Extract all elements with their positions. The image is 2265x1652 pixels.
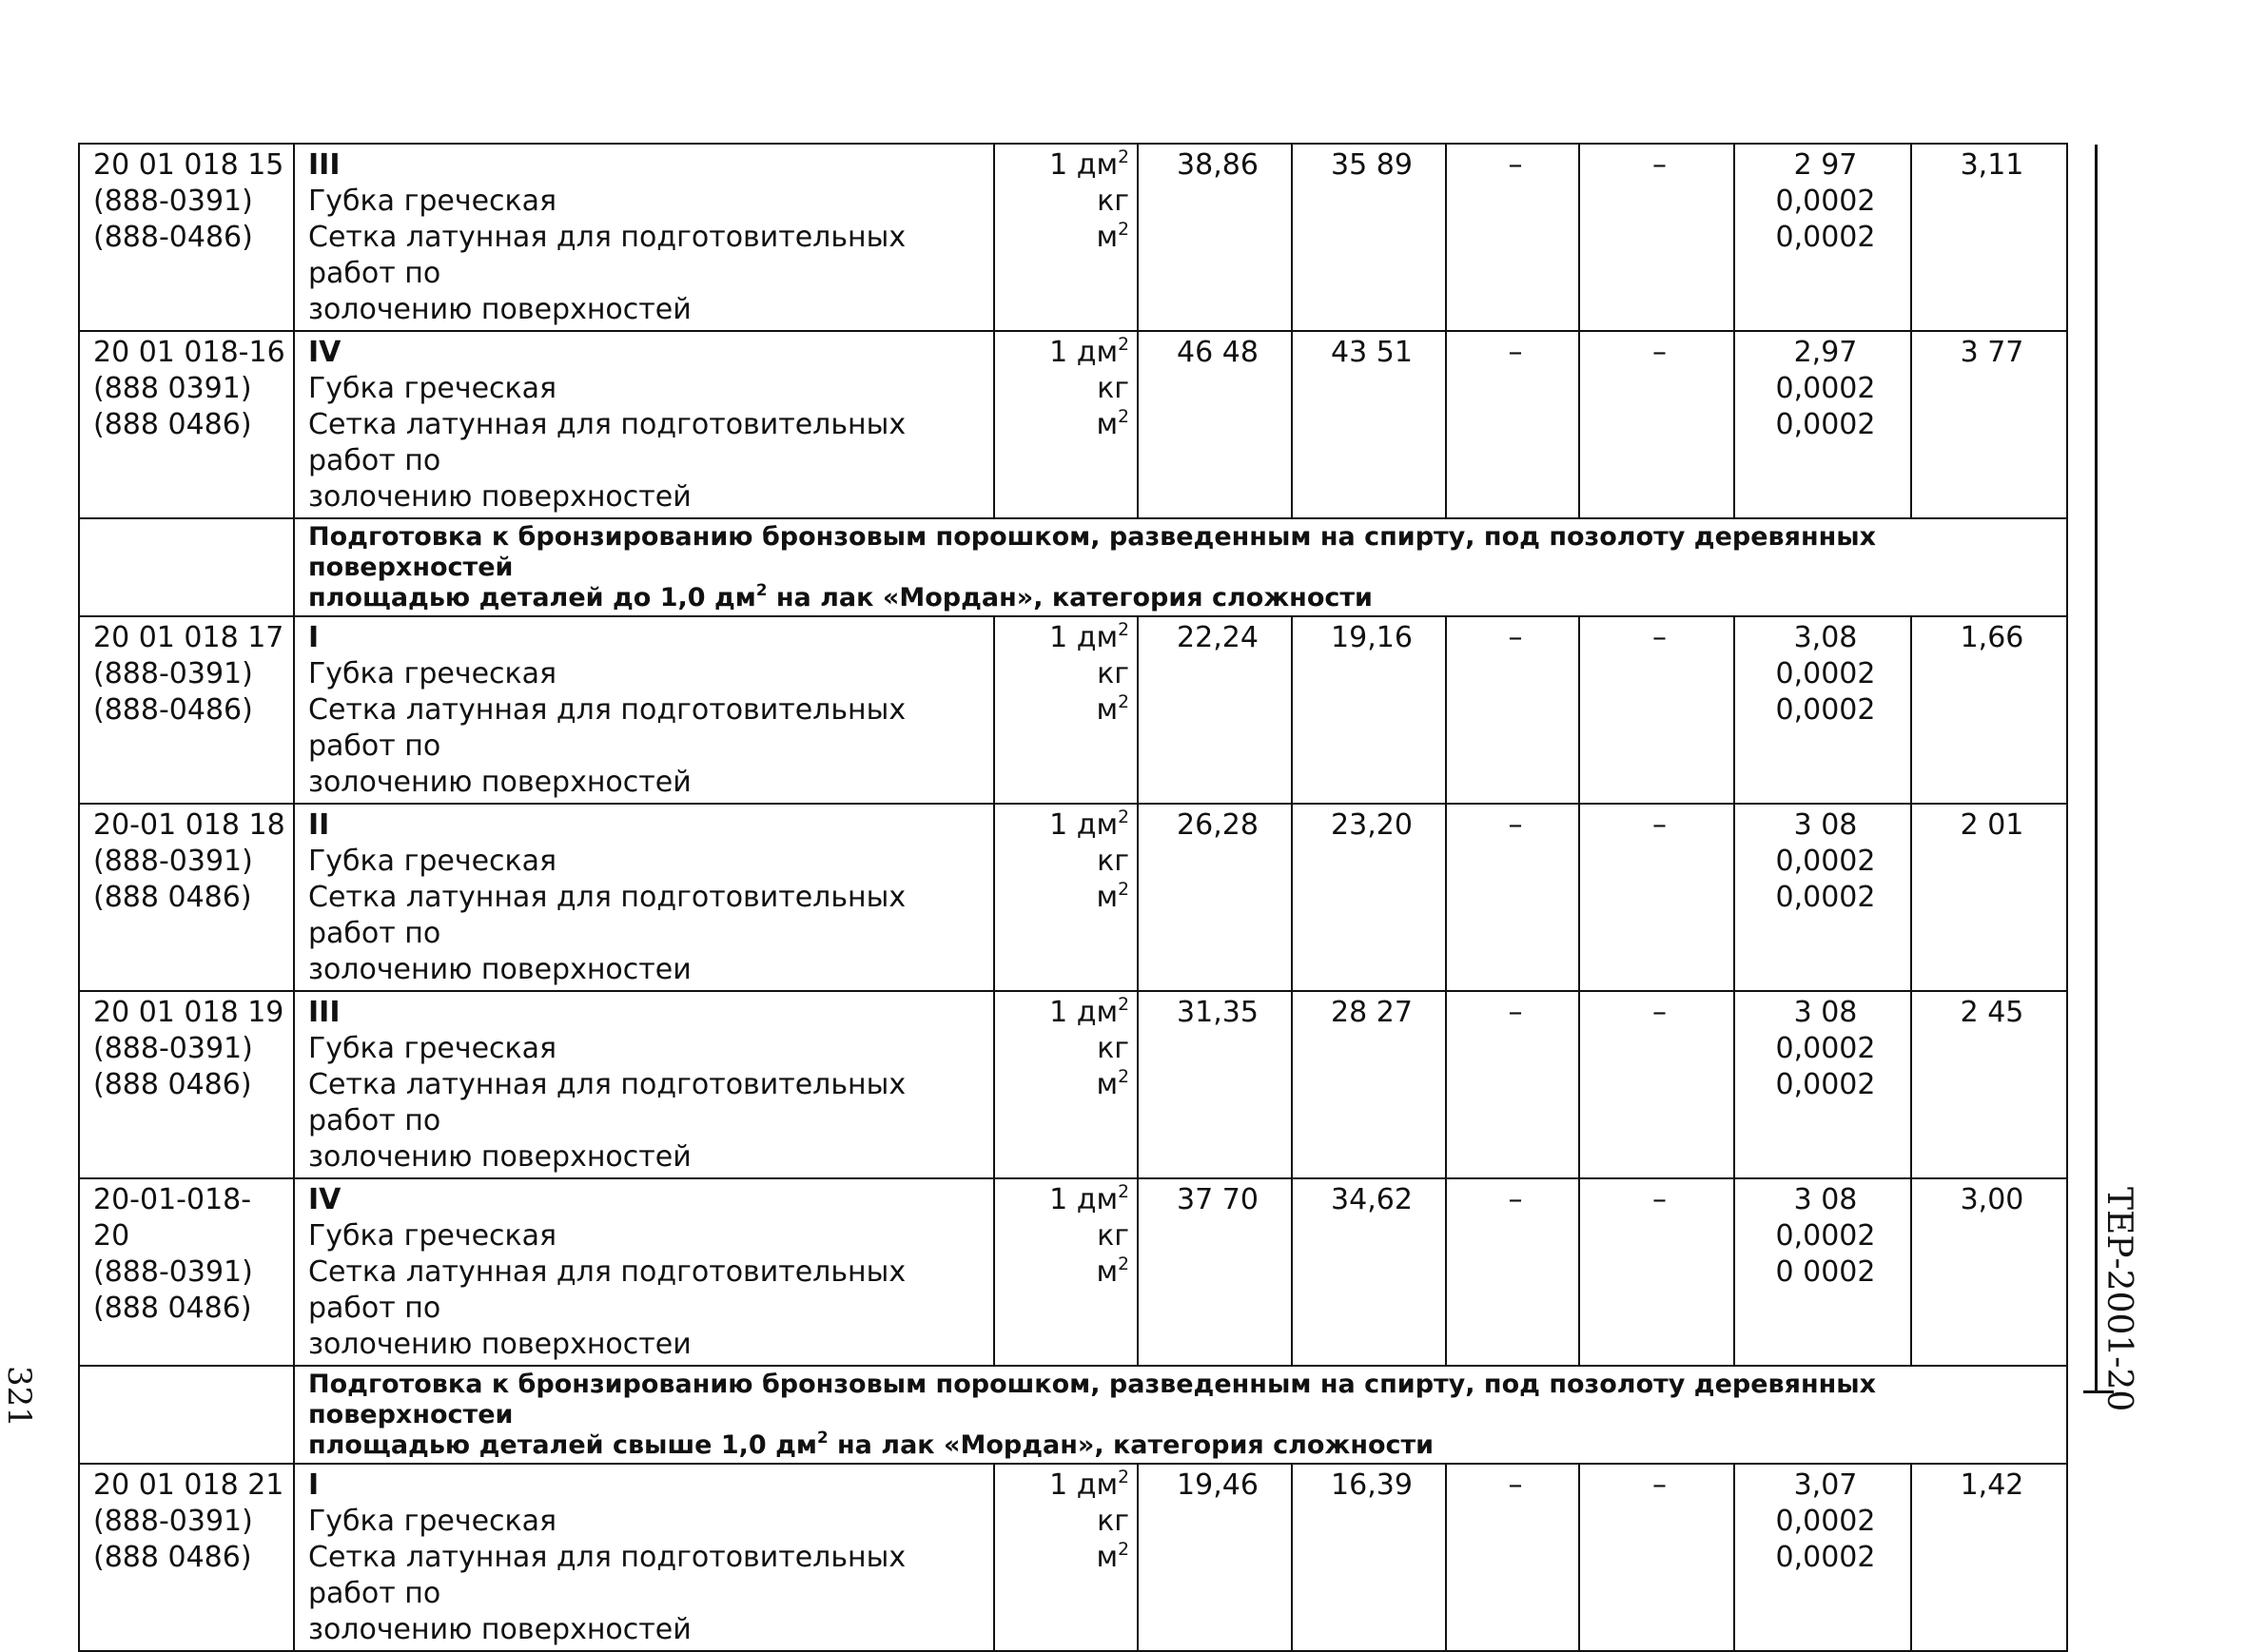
material-line: Сетка латунная для подготовительных работ по <box>308 1255 907 1325</box>
value-cell <box>1292 144 1446 331</box>
norms-table <box>78 143 2068 1652</box>
code-line: (888-0391) <box>93 1505 253 1538</box>
unit-cell <box>994 804 1138 991</box>
value-cell <box>1292 1178 1446 1366</box>
code-line: 20 01 018 15 <box>93 148 284 182</box>
value-cell <box>1911 1178 2067 1366</box>
value-cell <box>1446 1464 1579 1651</box>
page-number: 321 <box>0 1366 38 1428</box>
unit-cell <box>994 1464 1138 1651</box>
value-cell <box>1579 991 1734 1178</box>
section-row <box>79 518 2067 616</box>
material-line: Губка греческая <box>308 372 557 405</box>
material-amount-cell <box>1734 144 1911 331</box>
unit-line: 1 дм <box>1049 1183 1119 1216</box>
section-title <box>294 1366 2067 1464</box>
superscript: 2 <box>1118 619 1129 640</box>
name-cell <box>294 804 994 991</box>
material-line: золочению поверхностей <box>308 766 692 799</box>
value: – <box>1652 621 1667 654</box>
material-amount: 0,0002 <box>1775 408 1876 441</box>
material-line: золочению поверхностей <box>308 293 692 326</box>
section-title-line2: площадью деталей до 1,0 дм <box>308 583 756 612</box>
unit-cell <box>994 144 1138 331</box>
material-line: Губка греческая <box>308 1219 557 1253</box>
code-line: (888 0486) <box>93 1292 252 1325</box>
material-amount: 2,97 <box>1793 336 1858 369</box>
value: 3,11 <box>1960 148 2024 182</box>
value-cell <box>1911 991 2067 1178</box>
material-line: Губка греческая <box>308 1032 557 1065</box>
table-body <box>79 144 2067 1651</box>
material-amount: 0,0002 <box>1775 693 1876 727</box>
superscript: 2 <box>816 1428 829 1448</box>
name-cell <box>294 331 994 518</box>
value-cell <box>1911 1464 2067 1651</box>
table-row <box>79 991 2067 1178</box>
section-title-line2-end: на лак «Мордан», категория сложности <box>828 1430 1435 1460</box>
material-line: Сетка латунная для подготовительных работ по <box>308 221 907 290</box>
category: IV <box>308 336 342 369</box>
value-cell <box>1579 331 1734 518</box>
unit-cell <box>994 991 1138 1178</box>
section-title-line2-end: на лак «Мордан», категория сложности <box>767 583 1373 612</box>
superscript: 2 <box>1118 1066 1129 1087</box>
superscript: 2 <box>1118 146 1129 167</box>
unit-line: кг <box>1097 1032 1129 1065</box>
name-cell <box>294 991 994 1178</box>
material-amount: 0,0002 <box>1775 1068 1876 1101</box>
value: 1,66 <box>1960 621 2024 654</box>
superscript: 2 <box>1118 1467 1129 1487</box>
value: – <box>1508 148 1523 182</box>
unit-line: кг <box>1097 845 1129 878</box>
value-cell <box>1292 804 1446 991</box>
material-line: Сетка латунная для подготовительных работ по <box>308 408 907 477</box>
value: 19,46 <box>1177 1468 1259 1502</box>
unit-line: кг <box>1097 1505 1129 1538</box>
value: 34,62 <box>1331 1183 1413 1216</box>
value-cell <box>1292 331 1446 518</box>
category: III <box>308 996 341 1029</box>
material-line: Сетка латунная для подготовительных работ по <box>308 881 907 950</box>
unit-line: кг <box>1097 657 1129 690</box>
superscript: 2 <box>1118 1181 1129 1202</box>
superscript: 2 <box>1118 879 1129 900</box>
material-amount: 0,0002 <box>1775 185 1876 218</box>
value-cell <box>1446 1178 1579 1366</box>
table-row <box>79 616 2067 804</box>
code-cell <box>79 1178 294 1366</box>
unit-line: м <box>1096 408 1119 441</box>
material-amount: 0,0002 <box>1775 1505 1876 1538</box>
superscript: 2 <box>1118 691 1129 712</box>
value: 3,00 <box>1960 1183 2024 1216</box>
value-cell <box>1911 331 2067 518</box>
value: – <box>1508 1183 1523 1216</box>
table-row <box>79 1464 2067 1651</box>
material-amount-cell <box>1734 1464 1911 1651</box>
code-line: (888-0391) <box>93 1255 253 1289</box>
material-amount: 3 08 <box>1793 808 1858 842</box>
code-line: 20-01 018 18 <box>93 808 285 842</box>
value-cell <box>1138 331 1292 518</box>
code-line: 20 01 018 19 <box>93 996 284 1029</box>
code-line: (888 0486) <box>93 408 252 441</box>
value-cell <box>1579 144 1734 331</box>
material-line: золочению поверхностей <box>308 1140 692 1174</box>
value-cell <box>1911 144 2067 331</box>
value: – <box>1508 336 1523 369</box>
value-cell <box>1138 991 1292 1178</box>
table-row <box>79 1178 2067 1366</box>
material-amount: 0,0002 <box>1775 845 1876 878</box>
superscript: 2 <box>1118 1254 1129 1274</box>
value: 46 48 <box>1177 336 1259 369</box>
table-row <box>79 804 2067 991</box>
material-amount: 3 08 <box>1793 996 1858 1029</box>
value-cell <box>1911 804 2067 991</box>
material-line: золочению поверхностеи <box>308 1328 692 1361</box>
material-amount: 0,0002 <box>1775 221 1876 254</box>
value-cell <box>1446 616 1579 804</box>
value-cell <box>1579 616 1734 804</box>
name-cell <box>294 144 994 331</box>
material-line: Губка греческая <box>308 185 557 218</box>
value: 26,28 <box>1177 808 1259 842</box>
name-cell <box>294 616 994 804</box>
material-amount-cell <box>1734 991 1911 1178</box>
value: – <box>1652 1183 1667 1216</box>
material-amount: 0,0002 <box>1775 657 1876 690</box>
value: 16,39 <box>1331 1468 1413 1502</box>
unit-line: кг <box>1097 185 1129 218</box>
value-cell <box>1446 144 1579 331</box>
category: I <box>308 1468 320 1502</box>
code-line: 20 01 018-16 <box>93 336 285 369</box>
code-cell <box>79 804 294 991</box>
value-cell <box>1138 1178 1292 1366</box>
value-cell <box>1138 804 1292 991</box>
material-amount-cell <box>1734 331 1911 518</box>
material-line: золочению поверхностей <box>308 480 692 514</box>
value-cell <box>1446 331 1579 518</box>
unit-cell <box>994 1178 1138 1366</box>
value: 2 01 <box>1960 808 2024 842</box>
material-amount: 0,0002 <box>1775 372 1876 405</box>
value: – <box>1652 1468 1667 1502</box>
section-title-line1: Подготовка к бронзированию бронзовым порошком, разведенным на спирту, под позолоту деревянных поверхностей <box>308 522 1877 582</box>
value: – <box>1508 808 1523 842</box>
unit-cell <box>994 616 1138 804</box>
code-cell <box>79 144 294 331</box>
value-cell <box>1579 1464 1734 1651</box>
unit-line: 1 дм <box>1049 996 1119 1029</box>
material-line: золочению поверхностеи <box>308 953 692 986</box>
margin-rule <box>2095 145 2098 1390</box>
value: 3 77 <box>1960 336 2024 369</box>
value: – <box>1508 621 1523 654</box>
value: 19,16 <box>1331 621 1413 654</box>
value: 22,24 <box>1177 621 1259 654</box>
section-empty-cell <box>79 518 294 616</box>
material-amount: 3 08 <box>1793 1183 1858 1216</box>
superscript: 2 <box>1118 219 1129 240</box>
material-line: Сетка латунная для подготовительных работ по <box>308 693 907 763</box>
section-empty-cell <box>79 1366 294 1464</box>
superscript: 2 <box>1118 807 1129 827</box>
section-title-line1: Подготовка к бронзированию бронзовым порошком, разведенным на спирту, под позолоту деревянных поверхностеи <box>308 1370 1877 1429</box>
unit-line: м <box>1096 881 1119 914</box>
unit-line: м <box>1096 693 1119 727</box>
value: 1,42 <box>1960 1468 2024 1502</box>
unit-cell <box>994 331 1138 518</box>
material-line: золочению поверхностей <box>308 1613 692 1646</box>
value: 43 51 <box>1331 336 1413 369</box>
code-cell <box>79 616 294 804</box>
code-line: (888-0391) <box>93 845 253 878</box>
superscript: 2 <box>1118 994 1129 1015</box>
code-line: 20-01-018-20 <box>93 1183 252 1253</box>
value: 37 70 <box>1177 1183 1259 1216</box>
value-cell <box>1292 991 1446 1178</box>
code-cell <box>79 331 294 518</box>
category: III <box>308 148 341 182</box>
code-line: (888 0486) <box>93 881 252 914</box>
value-cell <box>1579 1178 1734 1366</box>
value: – <box>1652 808 1667 842</box>
material-line: Губка греческая <box>308 845 557 878</box>
value: – <box>1652 336 1667 369</box>
value: – <box>1508 996 1523 1029</box>
code-line: (888-0486) <box>93 221 253 254</box>
material-amount: 0,0002 <box>1775 1032 1876 1065</box>
material-line: Сетка латунная для подготовительных работ по <box>308 1068 907 1137</box>
code-cell <box>79 1464 294 1651</box>
material-amount: 0,0002 <box>1775 881 1876 914</box>
value-cell <box>1138 616 1292 804</box>
value: 2 45 <box>1960 996 2024 1029</box>
material-amount-cell <box>1734 1178 1911 1366</box>
section-title <box>294 518 2067 616</box>
value: – <box>1652 996 1667 1029</box>
table-row <box>79 144 2067 331</box>
category: II <box>308 808 330 842</box>
unit-line: 1 дм <box>1049 336 1119 369</box>
material-line: Сетка латунная для подготовительных работ по <box>308 1541 907 1610</box>
unit-line: м <box>1096 1255 1119 1289</box>
superscript: 2 <box>1118 334 1129 355</box>
code-line: (888-0391) <box>93 185 253 218</box>
code-cell <box>79 991 294 1178</box>
code-line: (888 0486) <box>93 1541 252 1574</box>
code-line: (888 0486) <box>93 1068 252 1101</box>
superscript: 2 <box>755 580 768 600</box>
value: 31,35 <box>1177 996 1259 1029</box>
unit-line: м <box>1096 1541 1119 1574</box>
unit-line: м <box>1096 221 1119 254</box>
material-line: Губка греческая <box>308 657 557 690</box>
unit-line: кг <box>1097 1219 1129 1253</box>
unit-line: кг <box>1097 372 1129 405</box>
code-line: (888-0391) <box>93 1032 253 1065</box>
material-amount: 0,0002 <box>1775 1541 1876 1574</box>
value: – <box>1652 148 1667 182</box>
value: 35 89 <box>1331 148 1413 182</box>
value-cell <box>1292 1464 1446 1651</box>
material-amount-cell <box>1734 616 1911 804</box>
value-cell <box>1911 616 2067 804</box>
section-row <box>79 1366 2067 1464</box>
superscript: 2 <box>1118 1539 1129 1560</box>
code-line: (888 0391) <box>93 372 252 405</box>
material-amount-cell <box>1734 804 1911 991</box>
unit-line: 1 дм <box>1049 1468 1119 1502</box>
document-reference: ТЕР-2001-20 <box>2099 1187 2138 1412</box>
value: – <box>1508 1468 1523 1502</box>
value: 38,86 <box>1177 148 1259 182</box>
value-cell <box>1446 804 1579 991</box>
category: I <box>308 621 320 654</box>
name-cell <box>294 1464 994 1651</box>
material-line: Губка греческая <box>308 1505 557 1538</box>
value: 23,20 <box>1331 808 1413 842</box>
superscript: 2 <box>1118 406 1129 427</box>
code-line: (888-0391) <box>93 657 253 690</box>
material-amount: 3,07 <box>1793 1468 1858 1502</box>
table-row <box>79 331 2067 518</box>
section-title-line2: площадью деталей свыше 1,0 дм <box>308 1430 817 1460</box>
unit-line: 1 дм <box>1049 808 1119 842</box>
value-cell <box>1138 144 1292 331</box>
unit-line: 1 дм <box>1049 621 1119 654</box>
category: IV <box>308 1183 342 1216</box>
value-cell <box>1446 991 1579 1178</box>
code-line: (888-0486) <box>93 693 253 727</box>
material-amount: 0,0002 <box>1775 1219 1876 1253</box>
value: 28 27 <box>1331 996 1413 1029</box>
material-amount: 3,08 <box>1793 621 1858 654</box>
code-line: 20 01 018 17 <box>93 621 284 654</box>
material-amount: 0 0002 <box>1775 1255 1876 1289</box>
unit-line: 1 дм <box>1049 148 1119 182</box>
material-amount: 2 97 <box>1793 148 1858 182</box>
name-cell <box>294 1178 994 1366</box>
value-cell <box>1579 804 1734 991</box>
value-cell <box>1292 616 1446 804</box>
code-line: 20 01 018 21 <box>93 1468 284 1502</box>
unit-line: м <box>1096 1068 1119 1101</box>
value-cell <box>1138 1464 1292 1651</box>
